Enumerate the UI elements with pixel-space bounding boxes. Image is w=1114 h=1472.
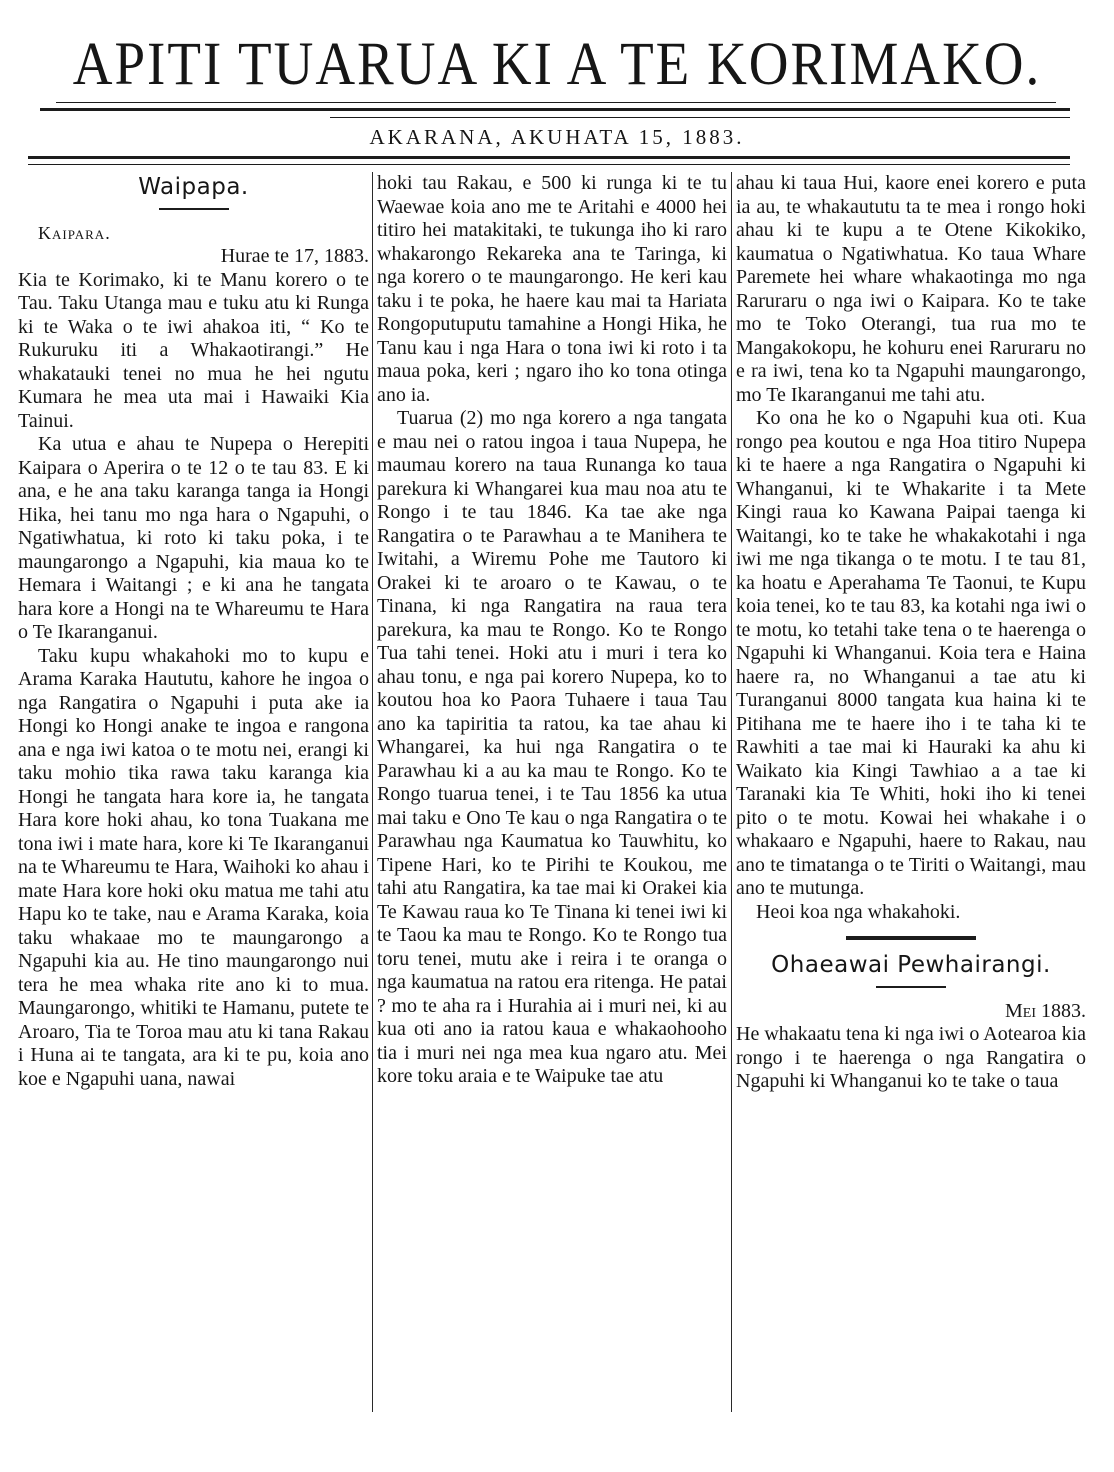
dateline-rule-thin (28, 164, 1070, 165)
article-paragraph: Taku kupu whakahoki mo to kupu e Arama Karaka Haututu, kahore he ingoa o nga Rangatira o Ngapuhi i puta ake ia Hongi ko Hongi anake te ingoa e rangona ana e nga iwi katoa o te motu nei, erangi ki taku mohio tika rawa taku karanga kia Hongi he tangata hara kore ia, he tangata Hara kore hoki ahau, ko tona Tuakana me tona iwi i mate hara, kore ki Te Ikaranganui na te Whareumu te Hara, Waihoki ko ahau i mate Hara kore hoki oku matua me tahi atu Hapu ko te take, nau e Arama Karaka, koia taku whakaae mo te maungarongo a Ngapuhi kia au. He tino maungarongo nui tera he mea whaka rite ano ki to mua. Maungarongo, whitiki te Hamanu, putete te Aroaro, Tia te Toroa mau atu ki tana Rakau i Huna ai te tangata, ara ki te pu, koia ano koe e Ngapuhi uana, nawai (18, 644, 369, 1090)
column-3 (736, 172, 1086, 1412)
masthead-rule-thick (40, 108, 1070, 111)
article-paragraph: Tuarua (2) mo nga korero a nga tangata e mau nei o ratou ingoa i taua Nupepa, he maumau korero na taua Runanga ko taua parekura ki Whangarei kua mau noa atu te Rongo i te tau 1846. Ka tae ake nga Rangatira o te Parawhau a te Manihera te Iwitahi, a Wiremu Pohe me Tautoro ki Orakei ki te aroaro o te Kawau, o te Tinana, ki nga Rangatira na raua tera parekura, ka mau te Rongo. Ko te Rongo Tua tahi tenei. Hoki atu i muri i tera ko ahau tonu, e nga pai korero Nupepa, ko to koutou hoa ko Paora Tuhaere i taua Tau ano ka tapiritia ta ratou, ka tae ahau ki Whangarei, ka hui nga Rangatira o te Parawhau ki a au ka mau te Rongo. Ko te Rongo tuarua tenei, i te Tau 1856 ka utua mai taku e Ono Te kau o nga Rangatira o te Parawhau nga Kaumatua ko Tauwhitu, ko Tipene Hari, ko te Pirihi te Koukou, me tahi atu Rangatira, ka tae mai ki Orakei kia Te Kawau raua ko Te Tinana ki tenei iwi ki te Taou ka mau te Rongo. Ko te Rongo tua toru tenei, mutu ake i reira i te oranga o nga kaumatua na ratou era ritenga. He patai ? mo te aha ra i Hurahia ai i muri nei, ki au kua oti ano ia ratou kaua e whakaohooho tia i muri nei nga mea kua ngaro atu. Mei kore toku araia e te Waipuke tae atu (377, 407, 727, 1087)
column-1 (18, 172, 369, 1412)
article-heading-waipapa: Waipapa. (138, 174, 249, 200)
article-paragraph: He whakaatu tena ki nga iwi o Aotearoa kia rongo i te haerenga o nga Rangatira o Ngapuhi ki Whanganui ko te take o taua (736, 1023, 1086, 1092)
masthead-rule-thin (56, 102, 1056, 103)
column-2 (377, 172, 727, 1412)
article-paragraph: ahau ki taua Hui, kaore enei korero e puta ia au, te whakaututu ta te mea i rongo hoki ahau ki te kupu a te Otene Kikokiko, kaumatua o Ngatiwhatua. Ko taua Whare Paremete hei whare whakaotinga mo nga Raruraru o nga iwi o Kaipara. Ko te take mo te Toko Oterangi, tua rua mo te Mangakokopu, he kohuru enei Raruraru no e ra iwi, tena ko ta Ngapuhi maungarongo, mo Te Ikaranganui me tahi atu. (736, 172, 1086, 406)
issue-dateline: AKARANA, AKUHATA 15, 1883. (369, 125, 745, 149)
article-paragraph: Ko ona he ko o Ngapuhi kua oti. Kua rongo pea koutou e nga Hoa titiro Nupepa ki te haere a nga Rangatira o Ngapuhi ki Whanganui, ki te Whakarite i ta Mete Kingi raua ko Kawana Paipai taenga ki Waitangi, ko te take he whakakotahi i nga iwi me nga tikanga o te motu. I te tau 81, ka hoatu e Aperahama Te Taonui, te Kupu koia tenei, ko te tau 83, ka kotahi nga iwi o te motu, ko tetahi take tena o te haerenga o Ngapuhi ki Whanganui. Koia tera e Haina haere ra, no Whanganui a tae atu ki Turanganui 8000 tangata kua haina ki te Pitihana me te haere iho i te taha ki te Rawhiti a tae mai ki Hauraki ka ahu ki Waikato kia Kingi Tawhiao a a tae ki Taranaki kia Te Whiti, hoki iho ki tenei pito o te motu. Kowai hei whakahe i o whakaaro e Ngapuhi, haere to Rakau, nau ano te timatanga o te Tiriti o Waitangi, mau ano te mutunga. (736, 407, 1086, 899)
heading-rule (876, 986, 946, 988)
column-divider (731, 172, 732, 1412)
article-paragraph: Ka utua e ahau te Nupepa o Herepiti Kaipara o Aperira o te 12 o te tau 83. E ki ana, e he ana taku karanga tanga ia Hongi Hika, hei tanu mo nga hara o Ngapuhi, o Ngatiwhatua, ki roto ki taku poka, i te maungarongo a Ngapuhi, kia maua ko te Hemara i Waitangi ; e ki ana he tangata hara kore a Hongi na te Whareumu te Hara o Te Ikaranganui. (18, 433, 369, 643)
article-paragraph: Kia te Korimako, ki te Manu korero o te Tau. Taku Utanga mau e tuku atu ki Runga ki te Waka o te iwi ahakoa iti, “ Ko te Rukuruku iti a Whakaotirangi.” He whakatauki tenei no mua he hei ngutu Kumara he mea uta mai i Hawaiki Kia Tainui. (18, 268, 369, 432)
article-heading-ohaeawai: Ohaeawai Pewhairangi. (771, 952, 1051, 978)
masthead-title: APITI TUARUA KI A TE KORIMAKO. (72, 29, 1042, 98)
heading-rule (159, 208, 229, 210)
article-paragraph: hoki tau Rakau, e 500 ki runga ki te tu Waewae koia ano me te Aritahi e 4000 hei titiro hei matakitaki, te tukunga iho ki raro whakarongo Rekareka ana te Taringa, ki nga korero o te maungarongo. He keri kau taku i te poka, he haere kau mai ta Hariata Rongoputuputu tamahine a Hongi Hika, he Tanu kau i nga Hara o tona iwi ki roto i ta maua poka, keri ; ngaro iho ko tona otinga ano ia. (377, 172, 727, 406)
masthead-rule-under (330, 117, 1070, 118)
column-divider (372, 172, 373, 1412)
dateline-rule-thick (28, 156, 1070, 159)
article-paragraph: Heoi koa nga whakahoki. (756, 900, 961, 923)
article-date: Hurae te 17, 1883. (220, 245, 369, 267)
article-separator (846, 936, 976, 940)
article-place: Kaipara. (38, 222, 111, 243)
article-date: Mei 1883. (1005, 999, 1086, 1022)
